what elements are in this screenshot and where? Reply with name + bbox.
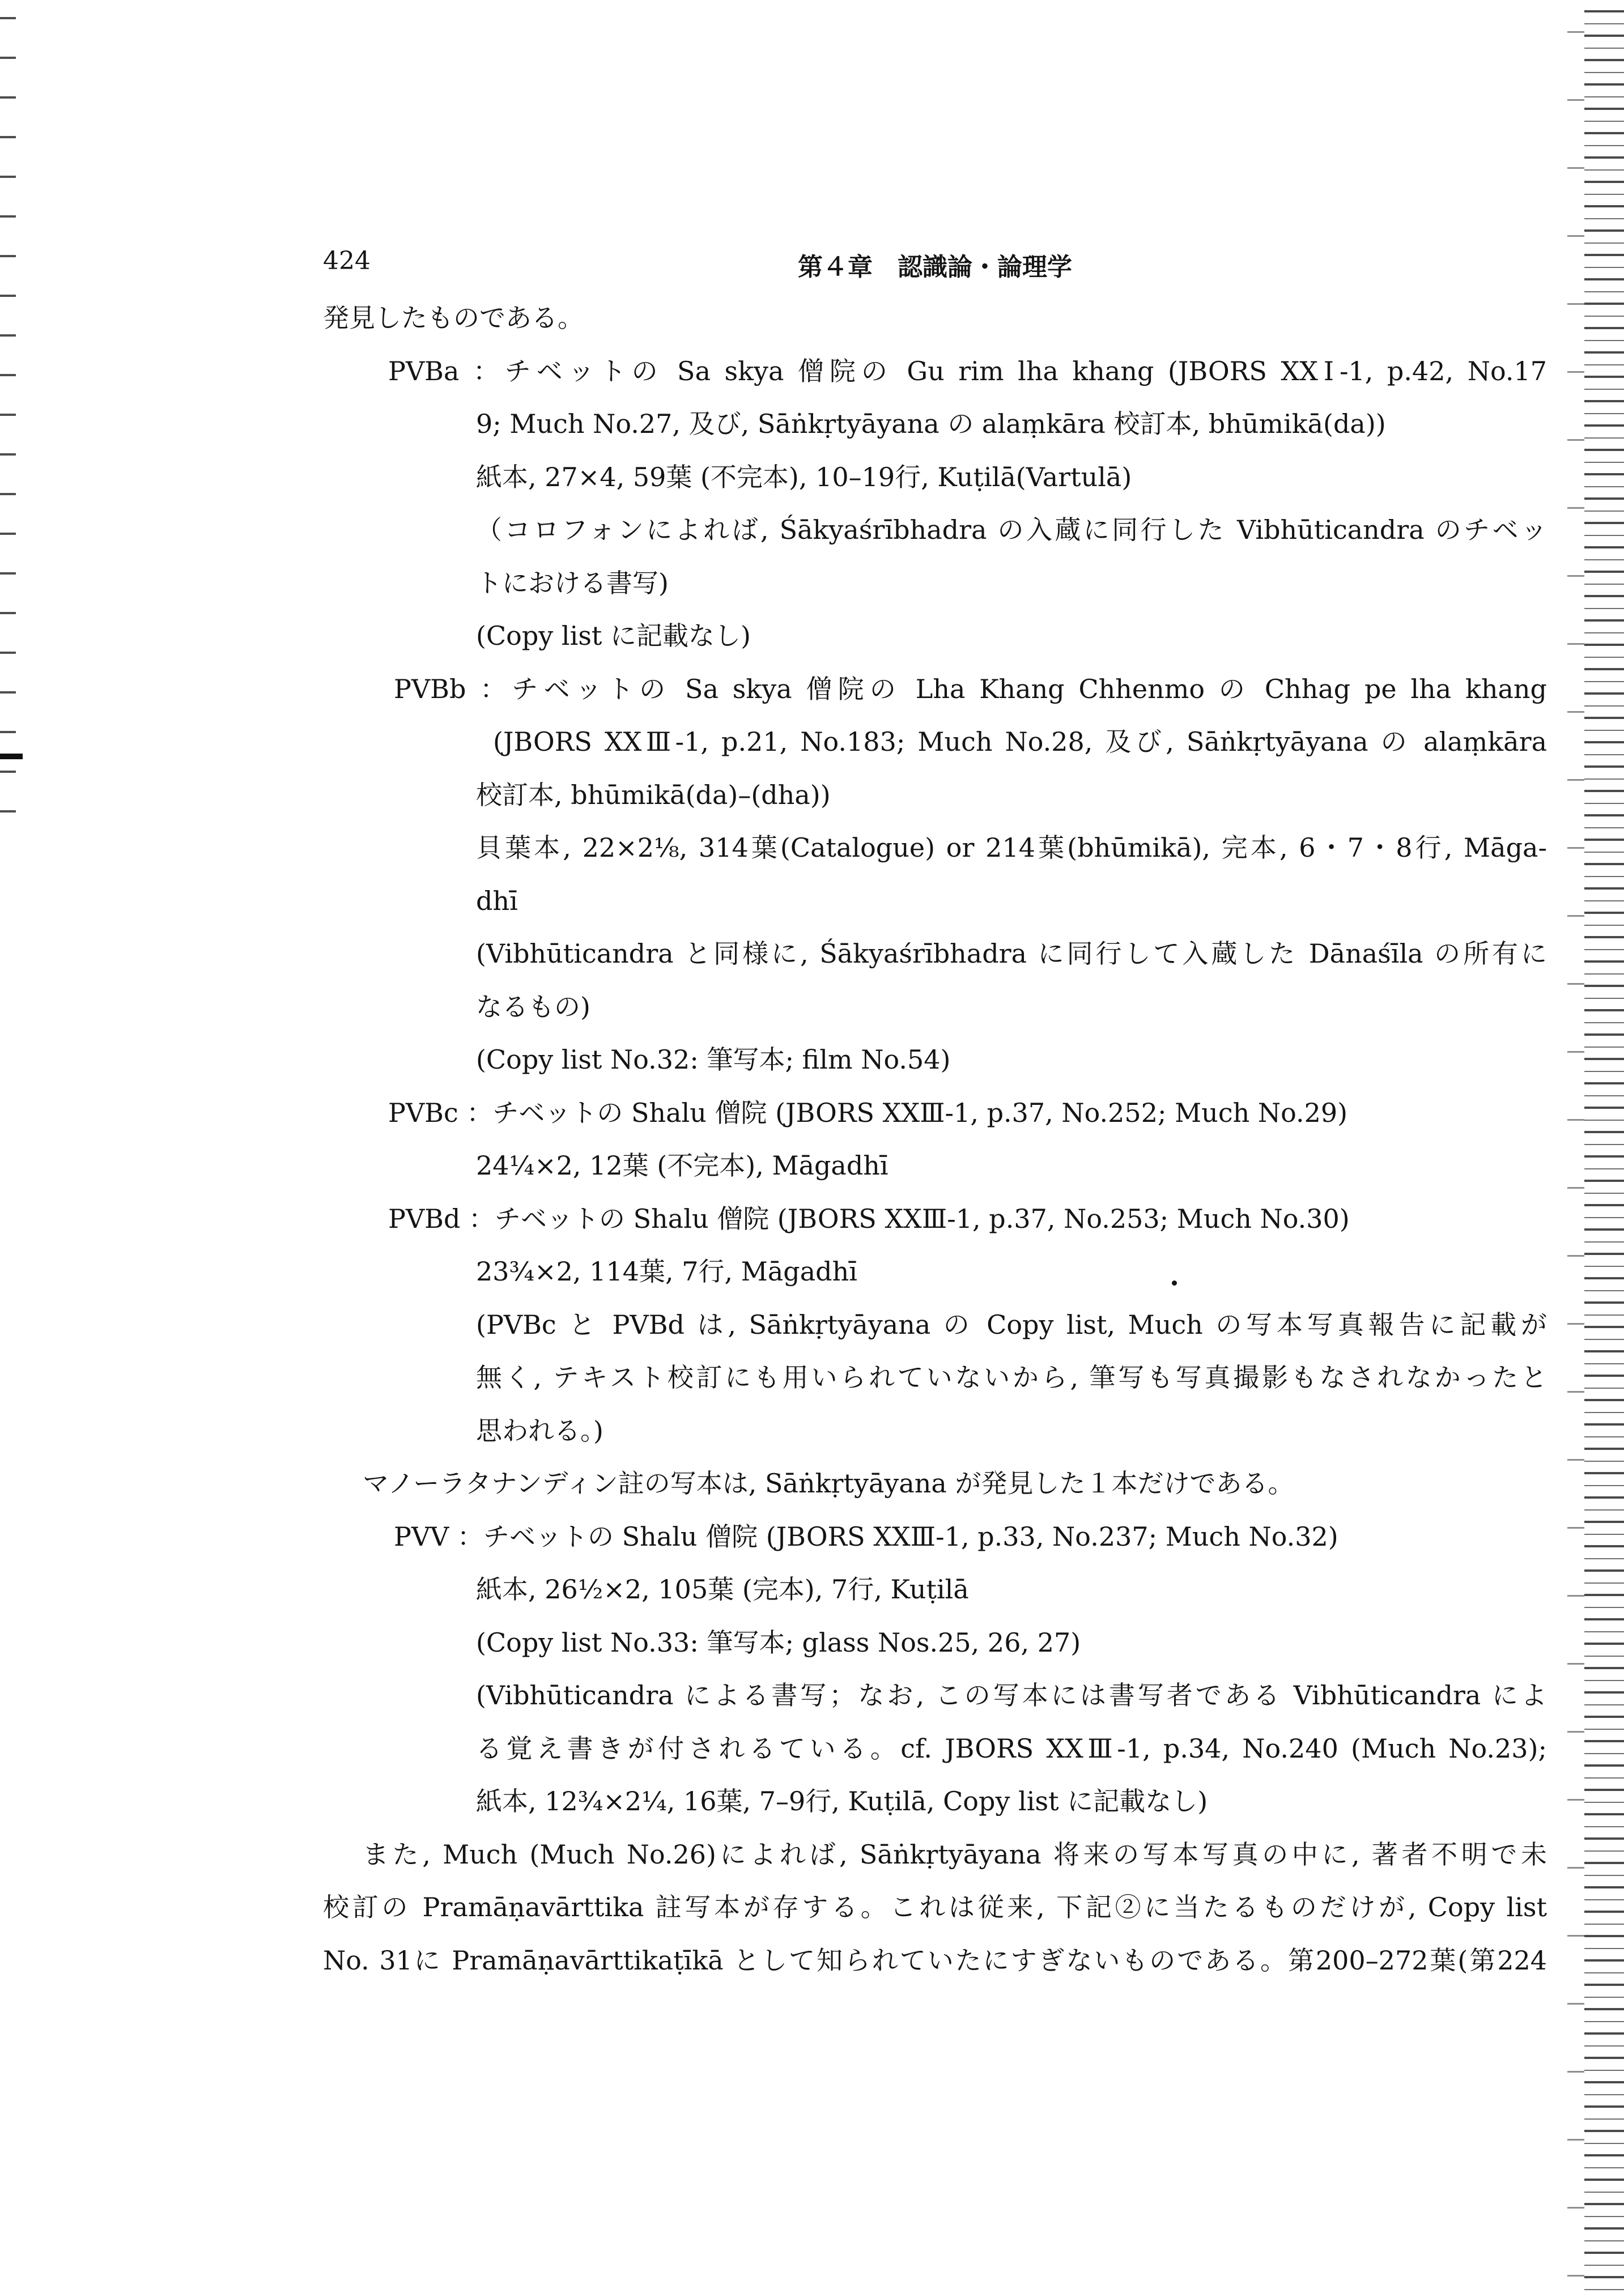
text-line: PVV ：チベットの Shalu 僧院 (JBORS XXⅢ-1, p.33, No.237; Much No.32) — [394, 1521, 1338, 1552]
text-line: 貝葉本, 22×2⅛, 314葉(Catalogue) or 214葉(bhūmikā), 完本, 6・7・8行, Māga- — [476, 832, 1547, 863]
text-line: 無く, テキスト校訂にも用いられていないから, 筆写も写真撮影もなされなかったと — [476, 1362, 1547, 1393]
scan-mark-left — [0, 754, 23, 759]
text-line: 校訂本, bhūmikā(da)–(dha)) — [476, 779, 831, 810]
text-line: No. 31に Pramāṇavārttikaṭīkā として知られていたにすぎないものである。第200–272葉(第224 — [323, 1945, 1547, 1976]
text-line: (Vibhūticandra と同様に, Śākyaśrībhadra に同行して入蔵した Dānaśīla の所有に — [476, 938, 1547, 969]
scan-edge-left — [0, 0, 16, 850]
text-line: 発見したものである。 — [323, 303, 584, 333]
text-line: 23¾×2, 114葉, 7行, Māgadhī — [476, 1256, 857, 1287]
text-line: 紙本, 12¾×2¼, 16葉, 7–9行, Kuṭilā, Copy list に記載なし) — [476, 1786, 1208, 1816]
text-line: マノーラタナンディン註の写本は, Sāṅkṛtyāyana が発見した１本だけである。 — [363, 1468, 1294, 1499]
text-line: PVBb ：チベットの Sa skya 僧院の Lha Khang Chhenmo の Chhag pe lha khang — [394, 673, 1547, 704]
text-line: る覚え書きが付されるている。cf. JBORS XXⅢ-1, p.34, No.240 (Much No.23); — [476, 1733, 1547, 1764]
running-head: 第４章 認識論・論理学 — [798, 253, 1072, 282]
text-line: (Copy list No.32: 筆写本; film No.54) — [476, 1044, 951, 1075]
page-number: 424 — [323, 246, 371, 275]
text-line: また, Much (Much No.26)によれば, Sāṅkṛtyāyana 将来の写本写真の中に, 著者不明で未 — [363, 1839, 1547, 1870]
scan-edge-right-inner — [1567, 0, 1584, 2293]
text-line: (Copy list No.33: 筆写本; glass Nos.25, 26, 27) — [476, 1627, 1081, 1658]
stray-dot — [1172, 1280, 1177, 1286]
text-line: (JBORS XXⅢ-1, p.21, No.183; Much No.28, 及び, Sāṅkṛtyāyana の alaṃkāra — [493, 726, 1547, 757]
page-header — [323, 246, 1547, 280]
text-line: PVBd ：チベットの Shalu 僧院 (JBORS XXⅢ-1, p.37, No.253; Much No.30) — [388, 1203, 1350, 1234]
scan-edge-right — [1584, 0, 1624, 2293]
text-line: PVBc ：チベットの Shalu 僧院 (JBORS XXⅢ-1, p.37, No.252; Much No.29) — [388, 1097, 1348, 1128]
text-line: dhī — [476, 885, 518, 916]
text-line: PVBa ：チベットの Sa skya 僧院の Gu rim lha khang (JBORS XXⅠ-1, p.42, No.17 — [388, 355, 1547, 386]
text-line: 校訂の Pramāṇavārttika 註写本が存する。これは従来, 下記②に当たるものだけが, Copy list — [323, 1892, 1547, 1922]
text-line: 24¼×2, 12葉 (不完本), Māgadhī — [476, 1150, 888, 1181]
text-line: 紙本, 26½×2, 105葉 (完本), 7行, Kuṭilā — [476, 1574, 969, 1605]
text-line: 紙本, 27×4, 59葉 (不完本), 10–19行, Kuṭilā(Vartulā) — [476, 461, 1132, 492]
text-line: なるもの) — [476, 991, 590, 1022]
text-line: (PVBc と PVBd は, Sāṅkṛtyāyana の Copy list, Much の写本写真報告に記載が — [476, 1309, 1547, 1340]
text-line: 思われる。) — [476, 1415, 603, 1446]
text-line: トにおける書写) — [476, 567, 669, 598]
text-line: （コロフォンによれば, Śākyaśrībhadra の入蔵に同行した Vibhūticandra のチベッ — [476, 514, 1547, 545]
text-line: (Vibhūticandra による書写；なお, この写本には書写者である Vibhūticandra によ — [476, 1680, 1547, 1711]
text-line: (Copy list に記載なし) — [476, 620, 751, 651]
text-line: 9; Much No.27, 及び, Sāṅkṛtyāyana の alaṃkāra 校訂本, bhūmikā(da)) — [476, 409, 1386, 439]
